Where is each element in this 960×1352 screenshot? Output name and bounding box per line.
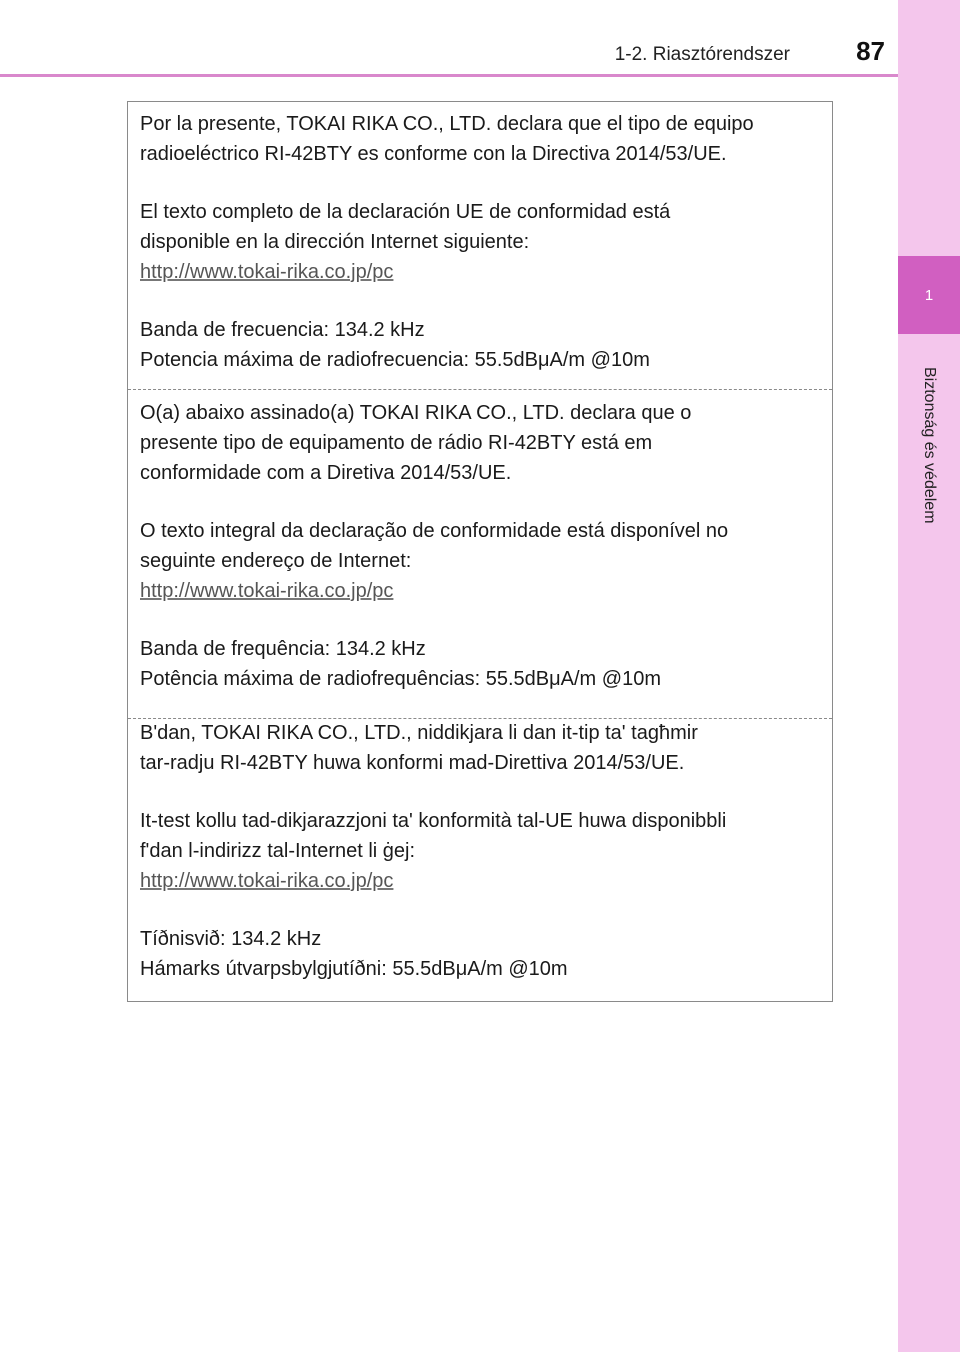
- declaration-text: tar-radju RI-42BTY huwa konformi mad-Direttiva 2014/53/UE.: [140, 752, 685, 774]
- declaration-text: radioeléctrico RI-42BTY es conforme con la Directiva 2014/53/UE.: [140, 143, 727, 165]
- chapter-side-tab: [898, 0, 960, 1352]
- declaration-url-link[interactable]: http://www.tokai-rika.co.jp/pc: [140, 580, 394, 602]
- declaration-url-link[interactable]: http://www.tokai-rika.co.jp/pc: [140, 261, 394, 283]
- declaration-section-es: [140, 109, 800, 375]
- availability-text: It-test kollu tad-dikjarazzjoni ta' konformità tal-UE huwa disponibbli: [140, 810, 727, 832]
- section-title: 1-2. Riasztórendszer: [614, 44, 790, 65]
- chapter-number: 1: [924, 286, 934, 304]
- max-power: Potência máxima de radiofrequências: 55.5dBμA/m @10m: [140, 668, 661, 690]
- frequency-band: Banda de frecuencia: 134.2 kHz: [140, 319, 425, 341]
- declaration-text: B'dan, TOKAI RIKA CO., LTD., niddikjara li dan it-tip ta' tagħmir: [140, 722, 698, 744]
- availability-text: f'dan l-indirizz tal-Internet li ġej:: [140, 840, 416, 862]
- declaration-text: Por la presente, TOKAI RIKA CO., LTD. declara que el tipo de equipo: [140, 113, 754, 135]
- declaration-section-pt: [140, 398, 800, 694]
- frequency-band: Tíðnisvið: 134.2 kHz: [140, 928, 322, 950]
- section-divider: [128, 389, 832, 390]
- declaration-url-link[interactable]: http://www.tokai-rika.co.jp/pc: [140, 870, 394, 892]
- chapter-title: Biztonság és védelem: [921, 366, 938, 524]
- availability-text: El texto completo de la declaración UE de conformidad está: [140, 201, 671, 223]
- declaration-text: O(a) abaixo assinado(a) TOKAI RIKA CO., LTD. declara que o: [140, 402, 692, 424]
- availability-text: seguinte endereço de Internet:: [140, 550, 412, 572]
- header-rule: [0, 74, 898, 77]
- chapter-number-tab[interactable]: [898, 256, 960, 334]
- chapter-title-tab: [898, 340, 960, 550]
- declaration-text: conformidade com a Diretiva 2014/53/UE.: [140, 462, 512, 484]
- page-number: 87: [856, 36, 885, 66]
- max-power: Potencia máxima de radiofrecuencia: 55.5dBμA/m @10m: [140, 349, 650, 371]
- declaration-text: presente tipo de equipamento de rádio RI-42BTY está em: [140, 432, 653, 454]
- declaration-section-mt: [140, 718, 800, 984]
- max-power: Hámarks útvarpsbylgjutíðni: 55.5dBμA/m @10m: [140, 958, 568, 980]
- availability-text: O texto integral da declaração de conformidade está disponível no: [140, 520, 729, 542]
- frequency-band: Banda de frequência: 134.2 kHz: [140, 638, 426, 660]
- declaration-box: [127, 101, 833, 1002]
- availability-text: disponible en la dirección Internet siguiente:: [140, 231, 530, 253]
